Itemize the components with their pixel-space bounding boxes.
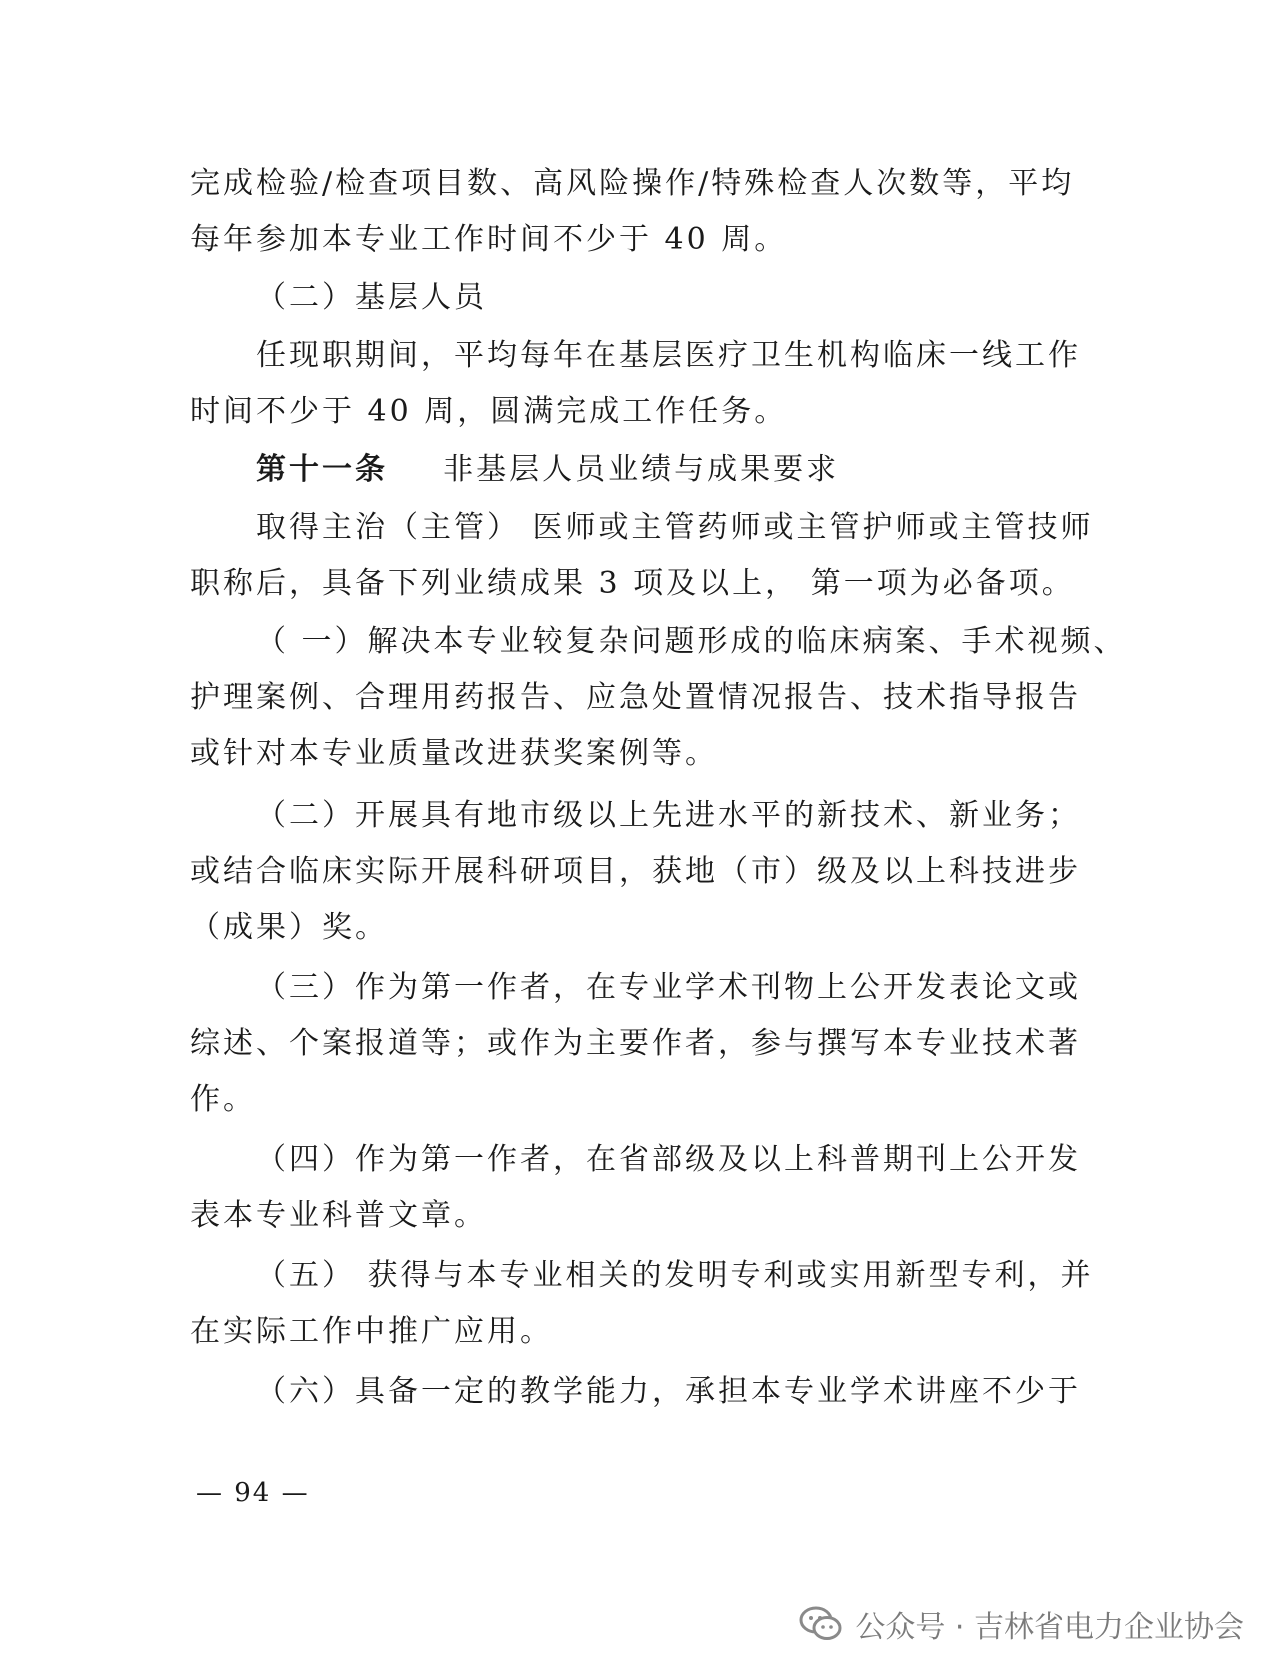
paragraph-line: 任现职期间，平均每年在基层医疗卫生机构临床一线工作 — [256, 338, 1081, 373]
page-number: — 94 — — [196, 1478, 310, 1508]
paragraph-line: 取得主治（主管） 医师或主管药师或主管护师或主管技师 — [256, 510, 1094, 545]
list-item-line: （三）作为第一作者，在专业学术刊物上公开发表论文或 — [256, 970, 1081, 1005]
paragraph-line: 护理案例、合理用药报告、应急处置情况报告、技术指导报告 — [190, 680, 1081, 715]
paragraph-line: 或结合临床实际开展科研项目，获地（市）级及以上科技进步 — [190, 854, 1081, 889]
paragraph-line: （成果）奖。 — [190, 910, 388, 945]
paragraph-line: 综述、个案报道等；或作为主要作者，参与撰写本专业技术著 — [190, 1026, 1081, 1061]
paragraph-line: 职称后，具备下列业绩成果 3 项及以上， 第一项为必备项。 — [190, 566, 1075, 601]
paragraph-line: 或针对本专业质量改进获奖案例等。 — [190, 736, 718, 771]
article-number: 第十一条 — [256, 452, 388, 487]
watermark — [799, 1602, 1244, 1646]
list-item-line: （六）具备一定的教学能力，承担本专业学术讲座不少于 — [256, 1374, 1081, 1409]
section-heading: （二）基层人员 — [256, 280, 487, 315]
paragraph-line: 在实际工作中推广应用。 — [190, 1314, 553, 1349]
watermark-text: 公众号 · 吉林省电力企业协会 — [855, 1610, 1244, 1645]
wechat-icon — [799, 1606, 843, 1642]
paragraph-line: 完成检验/检查项目数、高风险操作/特殊检查人次数等，平均 — [190, 166, 1075, 201]
article-title: 非基层人员业绩与成果要求 — [443, 452, 840, 487]
list-item-line: （二）开展具有地市级以上先进水平的新技术、新业务； — [256, 798, 1081, 833]
paragraph-line: 作。 — [190, 1082, 256, 1117]
paragraph-line: 时间不少于 40 周，圆满完成工作任务。 — [190, 394, 788, 429]
list-item-line: （五） 获得与本专业相关的发明专利或实用新型专利，并 — [256, 1258, 1094, 1293]
paragraph-line: 表本专业科普文章。 — [190, 1198, 487, 1233]
article-heading — [256, 450, 839, 490]
list-item-line: （四）作为第一作者，在省部级及以上科普期刊上公开发 — [256, 1142, 1081, 1177]
list-item-line: （ 一）解决本专业较复杂问题形成的临床病案、手术视频、 — [256, 624, 1127, 659]
paragraph-line: 每年参加本专业工作时间不少于 40 周。 — [190, 222, 788, 257]
